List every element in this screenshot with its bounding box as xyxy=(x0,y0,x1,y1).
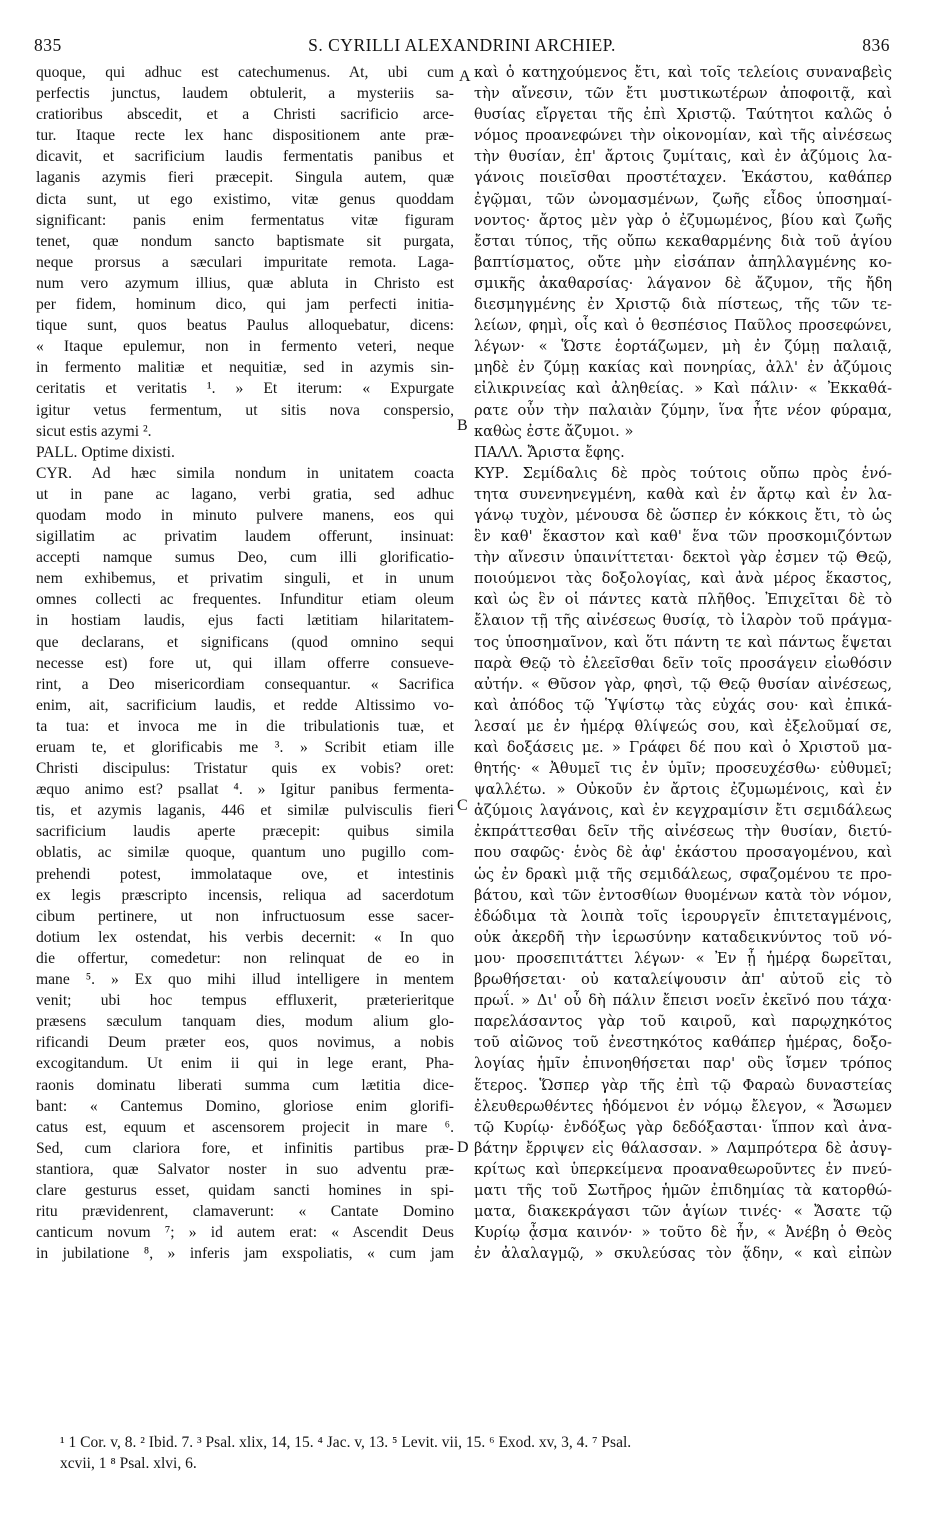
text-line: omnes collecti ac frequentes. Infunditur etiam oleum xyxy=(36,591,454,609)
text-line: tur. Itaque recte lex hanc dispositionem ante præ- xyxy=(36,127,454,145)
section-marker-d: D xyxy=(457,1139,469,1156)
text-line: Sed, cum clariora fore, et infinitis partibus præ- xyxy=(36,1139,454,1157)
text-line: tenet, quæ nondum sancto baptismate sit purgata, xyxy=(36,232,454,250)
text-line: quoque, qui adhuc est catechumenus. At, ubi cum xyxy=(36,64,454,81)
text-line: canticum novum ⁷; » id autem erat: « Ascendit Deus xyxy=(36,1224,454,1242)
left-column-number: 835 xyxy=(34,34,62,55)
footnote-line: ¹ 1 Cor. v, 8. ² Ibid. 7. ³ Psal. xlix, 14, 15. ⁴ Jac. v, 13. ⁵ Levit. vii, 15. ⁶ Exod. xv, 3, 4. ⁷ Psal. xyxy=(60,1434,632,1451)
section-marker-a: A xyxy=(459,68,471,85)
text-line: ματα, διακεκράγασι τῶν ἁγίων τινές· « Ἄσατε τῷ xyxy=(474,1203,892,1221)
greek-column xyxy=(474,62,892,1264)
section-marker-b: B xyxy=(457,417,468,434)
text-line: ritu prævidenrent, clamaverunt: « Cantate Domino xyxy=(36,1203,454,1221)
text-line: in hostiam laudis, ejus facti lætitiam hilaritatem- xyxy=(36,612,454,630)
footnotes xyxy=(60,1432,900,1474)
text-line: γάνοις ποιεῖσθαι προστέταχεν. Ἑκάστου, καθάπερ xyxy=(474,169,892,187)
text-line: quodam modo in minuto pulvere manens, eos qui xyxy=(36,506,454,524)
right-column-number: 836 xyxy=(862,34,890,55)
text-line: θητής· « Ἀθυμεῖ τις ἐν ὑμῖν; προσευχέσθω· εὐθυμεῖ; xyxy=(474,760,892,778)
text-line: sacrificium laudis aperte præcepit: quibus simila xyxy=(36,823,454,841)
text-line: παρελάσαντος γὰρ τοῦ καιροῦ, καὶ παρῳχηκότος xyxy=(474,1013,892,1031)
text-line: λέγων· « Ὥστε ἑορτάζωμεν, μὴ ἐν ζύμῃ παλαιᾷ, xyxy=(474,338,892,356)
text-line: ut in pane ac lagano, verbi gratia, sed adhuc xyxy=(36,485,454,503)
text-line: catus est, equum et ascensorem projecit in mare ⁶. xyxy=(36,1118,454,1136)
text-line: κρίτως καὶ ὑπερκείμενα προαναθεωροῦντες ἐν πνεύ- xyxy=(474,1160,892,1178)
text-line: ceritatis et veritatis ¹. » Et iterum: « Expurgate xyxy=(36,380,454,398)
text-line: sigillatim ac privatim laudem offerunt, insinuat: xyxy=(36,528,454,546)
text-line: ta tua: et invoca me in die tribulationis tuæ, et xyxy=(36,717,454,735)
text-line: νόμος προανεφώνει τὴν οἰκονομίαν, καὶ τῆς αἰνέσεως xyxy=(474,127,892,145)
text-line: que declarans, et significans (quod omnino sequi xyxy=(36,633,454,651)
text-line: αὐτήν. « Θῦσον γὰρ, φησὶ, τῷ Θεῷ θυσίαν αἰνέσεως, xyxy=(474,675,892,693)
text-line: cibum pertinere, ut non infructuosum esse sacer- xyxy=(36,907,454,925)
text-line: accepti namque sumus Deo, cum illi glorificatio- xyxy=(36,549,454,567)
text-line: τὴν θυσίαν, ἐπ' ἄρτοις ζυμίταις, καὶ ἐν ἀζύμοις λα- xyxy=(474,148,892,166)
text-line: stantiora, quæ Salvator noster in suo adventu præ- xyxy=(36,1160,454,1178)
text-line: νοντος· ἄρτος μὲν γὰρ ὁ ἐζυμωμένος, βίου καὶ ζωῆς xyxy=(474,211,892,229)
text-line: διεσμηγμένης ἐν Χριστῷ διὰ πίστεως, τῆς τῶν τε- xyxy=(474,296,892,314)
text-line: PALL. Optime dixisti. xyxy=(36,443,175,461)
text-line: cratioribus abscedit, et a Christi sacrificio arce- xyxy=(36,106,454,124)
text-line: τὴν αἴνεσιν, τῶν ἔτι μυστικωτέρων ἀποφοιτᾷ, καὶ xyxy=(474,85,892,103)
text-line: Κυρίῳ ᾆσμα καινόν· » τοῦτο δὲ ἦν, « Ἀνέβη ὁ Θεὸς xyxy=(474,1224,892,1242)
page-header xyxy=(34,34,890,56)
text-line: ΠΑΛΛ. Ἄριστα ἔφης. xyxy=(474,443,625,461)
text-line: μου· προσεπιτάττει λέγων· « Ἐν ᾗ ἡμέρᾳ δωρεῖται, xyxy=(474,949,892,967)
text-line: ἐλευθερωθέντες ἡδόμενοι ἐν νόμῳ ἔλεγον, « Ἄσωμεν xyxy=(474,1097,892,1115)
text-line: οὐκ ἀκερδῆ τὴν ἱερωσύνην καταδεικνύντος τοῦ νό- xyxy=(474,928,892,946)
text-line: λογίας ἡμῖν ἐπινοηθήσεται παρ' οὓς ἴσμεν τρόπος xyxy=(474,1055,892,1073)
text-line: necesse est) fore ut, qui illam offerre consueve- xyxy=(36,654,454,672)
text-line: neque prorsus a sæculari impuritate remota. Laga- xyxy=(36,253,454,271)
text-line: καὶ δοξάσεις με. » Γράφει δέ που καὶ ὁ Χριστοῦ μα- xyxy=(474,739,892,756)
text-line: τῷ Κυρίῳ· ἐνδόξως γὰρ δεδόξασται· ἵππον καὶ ἀνα- xyxy=(474,1118,892,1136)
text-line: λεσαί με ἐν ἡμέρᾳ θλίψεώς σου, καὶ ἐξελοῦμαί σε, xyxy=(474,717,892,735)
text-line: prehendi potest, immolataque ove, et intestinis xyxy=(36,865,454,883)
text-line: igitur vetus fermentum, ut sitis nova conspersio, xyxy=(36,401,454,419)
text-line: oblatis, ac similæ quoque, quantum uno pugillo com- xyxy=(36,844,454,862)
text-line: τητα συνενηνεγμένη, καθὰ καὶ ἐν ἄρτῳ καὶ ἐν λα- xyxy=(474,485,892,503)
text-line: tis, et azymis laganis, 446 et similæ pulvisculis fieri xyxy=(36,802,454,820)
text-line: ματι τῆς τοῦ Σωτῆρος ἡμῶν ἐπιδημίας τὰ κατορθώ- xyxy=(474,1181,892,1199)
text-line: præsens sæculum tanquam dies, modum alium glo- xyxy=(36,1013,454,1031)
text-line: ἓν καθ' ἕκαστον καὶ καθ' ἕνα τῶν προσκομιζόντων xyxy=(474,528,892,546)
text-line: καὶ ἀπόδος τῷ Ὑψίστῳ τὰς εὐχάς σου· καὶ ἐπικά- xyxy=(474,696,892,714)
section-marker-c: C xyxy=(457,797,468,814)
text-line: mane ⁵. » Ex quo mihi illud intelligere in mentem xyxy=(36,971,454,989)
text-line: bant: « Cantemus Domino, gloriose enim glorifi- xyxy=(36,1097,454,1115)
text-line: βάτην ἔρριψεν εἰς θάλασσαν. » Λαμπρότερα δὲ ἀσυγ- xyxy=(474,1139,892,1157)
text-line: ex legis præscripto incensis, reliqua ad sacerdotum xyxy=(36,886,454,904)
text-line: dicavit, et sacrificium laudis fermentatis panibus et xyxy=(36,148,454,166)
text-line: θυσίας εἴργεται τῆς ἐπὶ Χριστῷ. Ταύτητοι καλῶς ὁ xyxy=(474,106,892,124)
text-line: perfectis junctus, laudem obtulerit, a mysteriis sa- xyxy=(36,85,454,103)
text-line: καὶ ὡς ἓν οἱ πάντες κατὰ πλῆθος. Ἐπιχεῖται δὲ τὸ xyxy=(474,591,892,609)
text-line: raonis dominatu liberati summa cum lætitia dice- xyxy=(36,1076,454,1094)
text-line: που σαφῶς· ἑνὸς δὲ ἀφ' ἑκάστου προσαγομένου, καὶ xyxy=(474,844,892,862)
text-line: tique sunt, quos beatus Paulus alloquebatur, dicens: xyxy=(36,317,454,335)
text-line: σμικῆς ἀκαθαρσίας· λάγανον δὲ ἄζυμον, τῆς ἤδη xyxy=(474,274,892,292)
text-line: in fermento malitiæ et nequitiæ, sed in azymis sin- xyxy=(36,359,454,377)
text-line: Christi discipulus: Tristatur quis ex vobis? oret: xyxy=(36,760,454,778)
text-line: καὶ ὁ κατηχούμενος ἔτι, καὶ τοῖς τελείοις συναναβεὶς xyxy=(474,64,892,81)
footnote-line: xcvii, 1 ⁸ Psal. xlvi, 6. xyxy=(60,1455,197,1472)
running-title: S. CYRILLI ALEXANDRINI ARCHIEP. xyxy=(308,34,616,55)
text-line: ΚΥΡ. Σεμίδαλις δὲ πρὸς τούτοις οὔπω πρὸς ἑνό- xyxy=(474,464,892,482)
text-line: venit; ubi hoc tempus effluxerit, præterieritque xyxy=(36,992,454,1010)
text-line: per fidem, hominum dico, qui jam perfecti initia- xyxy=(36,296,454,314)
text-line: βαπτίσματος, οὔτε μὴν εἰσάπαν ἀπηλλαγμένης κο- xyxy=(474,253,892,271)
text-line: ψαλλέτω. » Οὐκοῦν ἐν ἄρτοις ἐζυμωμένοις, καὶ ἐν xyxy=(474,781,892,799)
text-line: ἀζύμοις λαγάνοις, καὶ ἐν κεγχραμίσιν ἔτι σεμιδάλεως xyxy=(474,802,892,820)
text-line: dotium lex ostendat, his verbis decernit: « In quo xyxy=(36,928,454,946)
text-line: laganis azymis fieri præcepit. Singula autem, quæ xyxy=(36,169,454,187)
text-line: rint, a Deo misericordiam consequantur. « Sacrifica xyxy=(36,675,454,693)
text-line: ἔσται τύπος, τῆς οὔπω κεκαθαρμένης διὰ τοῦ ἁγίου xyxy=(474,232,892,250)
text-line: nem exhibemus, et privatim singuli, et in unum xyxy=(36,570,454,588)
text-line: ἐκπράττεσθαι δεῖν τῆς αἰνέσεως τὴν θυσίαν, διετύ- xyxy=(474,823,892,841)
text-line: clare gesturus esset, quidam sancti homines in spi- xyxy=(36,1181,454,1199)
text-line: CYR. Ad hæc simila nondum in unitatem coacta xyxy=(36,464,454,482)
text-line: ρατε οὖν τὴν παλαιὰν ζύμην, ἵνα ἦτε νέον φύραμα, xyxy=(474,401,892,419)
text-line: παρὰ Θεῷ τὸ ἐλεεῖσθαι δεῖν τοῖς προσάγειν εἰωθόσιν xyxy=(474,654,892,672)
text-line: εἰλικρινείας καὶ ἀληθείας. » Καὶ πάλιν· « Ἐκκαθά- xyxy=(474,380,892,398)
text-line: eruam te, et glorificabis me ³. » Scribit etiam ille xyxy=(36,739,454,756)
latin-column xyxy=(36,62,454,1264)
text-line: τοῦ αἰῶνος τοῦ ἐνεστηκότος καθάπερ ἡμέρας, δοξο- xyxy=(474,1034,892,1052)
text-line: ἐδώδιμα τὰ λοιπὰ τοῖς ἱερουργεῖν ἐπιτεταγμένοις, xyxy=(474,907,892,925)
text-line: die offertur, comedetur: non relinquat de eo in xyxy=(36,949,454,967)
text-line: λείων, φημὶ, οἷς καὶ ὁ θεσπέσιος Παῦλος προσεφώνει, xyxy=(474,317,892,335)
text-line: καθὼς ἐστε ἄζυμοι. » xyxy=(474,422,634,440)
text-line: γάνῳ τυχὸν, μένουσα δὲ ὥσπερ ἐν κόκκοις ἔτι, τὸ ὡς xyxy=(474,506,892,524)
text-line: rificandi Deum præter eos, quos novimus, a nobis xyxy=(36,1034,454,1052)
text-line: τος ὑποσημαῖνον, καὶ ὅτι πάντη τε καὶ πάντως ἕψεται xyxy=(474,633,892,651)
text-line: ποιούμενοι τὰς δοξολογίας, καὶ ἀνὰ μέρος ἕκαστος, xyxy=(474,570,892,588)
text-line: significant: panis enim fermentatus vitæ figuram xyxy=(36,211,454,229)
text-line: « Itaque epulemur, non in fermento veteri, neque xyxy=(36,338,454,356)
text-line: βάτου, καὶ τῶν ἐντοσθίων θυομένων κατὰ τὸν νόμον, xyxy=(474,886,892,904)
text-line: τὴν αἴνεσιν ὑπαινίττεται· δεκτοὶ γὰρ ἐσμεν τῷ Θεῷ, xyxy=(474,549,892,567)
text-line: ἕτερος. Ὥσπερ γὰρ τῆς ἐπὶ τῷ Φαραὼ δυναστείας xyxy=(474,1076,892,1094)
text-line: ὡς ἐν δρακὶ μιᾷ τῆς σεμιδάλεως, σφαζομένου τε προ- xyxy=(474,865,892,883)
text-line: ἐγῷμαι, τῶν ὠνομασμένων, ζωῆς εἶδος ὑποσημαί- xyxy=(474,190,892,208)
text-line: dicta sunt, ut ego existimo, vitæ genus quoddam xyxy=(36,190,454,208)
text-line: ἔλαιον τῇ τῆς αἰνέσεως θυσίᾳ, τὸ ἱλαρὸν τοῦ πράγμα- xyxy=(474,612,892,630)
text-line: ἐν ἀλαλαγμῷ, » σκυλεύσας τὸν ᾅδην, « καὶ εἰπὼν xyxy=(474,1245,892,1263)
text-line: æquo animo est? psallat ⁴. » Igitur panibus fermenta- xyxy=(36,781,454,799)
text-line: enim, ait, sacrificium laudis, et redde Altissimo vo- xyxy=(36,696,454,714)
text-line: sicut estis azymi ². xyxy=(36,422,152,440)
text-line: num vero azymum illius, quæ abluta in Christo est xyxy=(36,274,454,292)
text-line: excogitandum. Ut enim ii qui in lege erant, Pha- xyxy=(36,1055,454,1073)
text-line: βρωθήσεται· οὐ καταλείψουσιν ἀπ' αὐτοῦ εἰς τὸ xyxy=(474,971,892,989)
text-line: in jubilatione ⁸, » inferis jam exspoliatis, « cum jam xyxy=(36,1245,454,1263)
text-line: πρωΐ. » Δι' οὗ δὴ πάλιν ἔπεισι νοεῖν ἐκεῖνό που τάχα· xyxy=(474,992,892,1010)
text-line: μηδὲ ἐν ζύμῃ κακίας καὶ πονηρίας, ἀλλ' ἐν ἀζύμοις xyxy=(474,359,892,377)
